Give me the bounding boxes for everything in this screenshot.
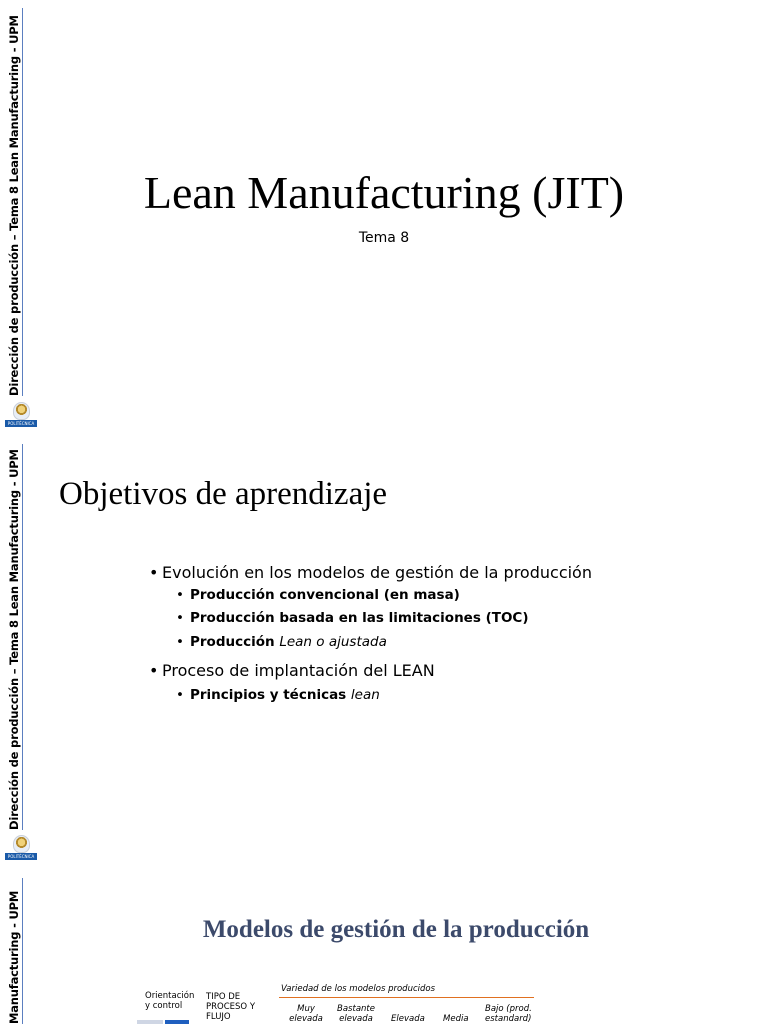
sidebar-text: Dirección de producción – Tema 8 Lean Manufacturing - UPM bbox=[7, 15, 21, 396]
sidebar-rule bbox=[22, 444, 23, 830]
sidebar-rule bbox=[22, 878, 23, 1024]
bullet-icon: • bbox=[176, 587, 184, 603]
upm-logo bbox=[5, 835, 37, 861]
section-title: Objetivos de aprendizaje bbox=[59, 476, 388, 512]
table-header-variety: Variedad de los modelos producidos bbox=[281, 984, 436, 994]
divider bbox=[279, 997, 534, 998]
table-col-level: Elevada bbox=[391, 1014, 425, 1024]
slide-1 bbox=[0, 0, 768, 432]
table-header-process: TIPO DE PROCESO Y FLUJO bbox=[206, 992, 256, 1022]
bullet-icon: • bbox=[149, 661, 159, 680]
sub-bullet-item: • Producción convencional (en masa) bbox=[176, 587, 460, 603]
logo-label: POLITÉCNICA bbox=[5, 853, 37, 860]
table-col-level: Muy elevada bbox=[289, 1004, 323, 1024]
sidebar-text-partial: Manufacturing - UPM bbox=[7, 890, 21, 1024]
bullet-item: • Evolución en los modelos de gestión de la producción bbox=[149, 563, 592, 582]
slide-2 bbox=[0, 432, 768, 864]
bullet-icon: • bbox=[149, 563, 159, 582]
sub-bullet-item: • Producción Lean o ajustada bbox=[176, 634, 387, 650]
crest-icon bbox=[13, 402, 30, 420]
table-col-level: Bastante elevada bbox=[337, 1004, 375, 1024]
section-title: Modelos de gestión de la producción bbox=[202, 916, 590, 943]
crest-icon bbox=[13, 835, 30, 853]
table-cell-highlight bbox=[165, 1020, 189, 1024]
slide-3 bbox=[0, 864, 768, 1024]
table-col-level: Media bbox=[443, 1014, 469, 1024]
slide-title: Lean Manufacturing (JIT) bbox=[143, 167, 625, 218]
sub-bullet-item: • Principios y técnicas lean bbox=[176, 687, 380, 703]
upm-logo bbox=[5, 402, 37, 428]
sub-bullet-item: • Producción basada en las limitaciones (TOC) bbox=[176, 610, 529, 626]
bullet-icon: • bbox=[176, 687, 184, 703]
slide-subtitle: Tema 8 bbox=[358, 230, 410, 246]
sidebar-text: Dirección de producción – Tema 8 Lean Manufacturing - UPM bbox=[7, 449, 21, 830]
table-col-level: Bajo (prod. estandard) bbox=[485, 1004, 532, 1024]
table-cell-shade bbox=[137, 1020, 163, 1024]
bullet-icon: • bbox=[176, 610, 184, 626]
bullet-item: • Proceso de implantación del LEAN bbox=[149, 661, 435, 680]
table-header-orientation: Orientación y control bbox=[145, 991, 195, 1011]
bullet-icon: • bbox=[176, 634, 184, 650]
logo-label: POLITÉCNICA bbox=[5, 420, 37, 427]
